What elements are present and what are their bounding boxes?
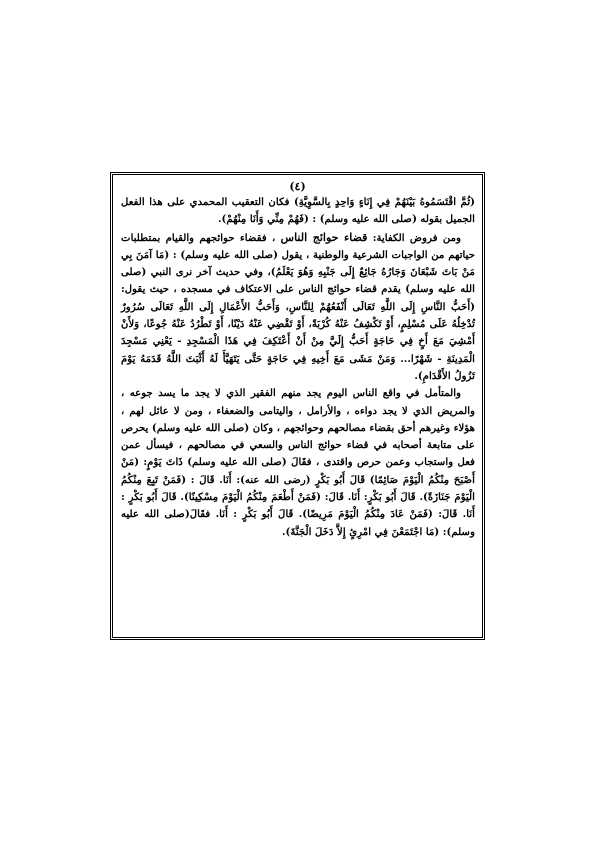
page-number: (٤) [289,180,306,193]
paragraph-1: (ثُمَّ اقْتَسَمُوهُ بَيْنَهُمْ فِي إِنَاءٍ وَاحِدٍ بِالسَّوِيَّةِ) فكان التعقيب المحمدي على هذا الفعل الجميل بقوله (صلى الله عليه وسلم) : (فَهُمْ مِنِّي وَأَنَا مِنْهُمْ). [121,196,475,226]
paragraph-2-lead: ومن فروض الكفاية: [372,231,462,244]
page-body [121,194,475,541]
page-border-frame [110,172,485,640]
highlight-needs-of-people: قضاء حوائج الناس [280,230,368,244]
paragraph-2 [121,229,475,386]
paragraph-2-text: ، فقضاء حوائجهم والقيام بمتطلبات حياتهم من الواجبات الشرعية والوطنية ، يقول (صلى الله عليه وسلم) : (مَا آمَنَ بِي مَنْ بَاتَ شَبْعَانَ وَجَارُهُ جَائِعٌ إِلَى جَنْبِهِ وَهُوَ يَعْلَمُ)، وفي حديث آخر نرى النبي (صلى الله عليه وسلم) يقدم قضاء حوائج الناس على الاعتكاف في مسجده ، حيث يقول: (أَحَبُّ النَّاسِ إِلَى اللَّهِ تَعَالَى أَنْفَعُهُمْ لِلنَّاسِ، وَأَحَبُّ الأَعْمَالِ إِلَى اللَّهِ تَعَالَى سُرُورٌ تُدْخِلُهُ عَلَى مُسْلِمٍ، أَوْ تَكْشِفُ عَنْهُ كُرْبَةً، أَوْ تَقْضِي عَنْهُ دَيْنًا، أَوْ تَطْرُدُ عَنْهُ جُوعًا، وَلأَنْ أَمْشِيَ مَعَ أَخٍ فِي حَاجَةٍ أَحَبُّ إِلَيَّ مِنْ أَنْ أَعْتَكِفَ فِي هَذَا الْمَسْجِدِ - يَعْنِي مَسْجِدَ الْمَدِينَةِ - شَهْرًا... وَمَنْ مَشَى مَعَ أَخِيهِ فِي حَاجَةٍ حَتَّى يَتَهَيَّأَ لَهُ أَثْبَتَ اللَّهُ قَدَمَهُ يَوْمَ تَزُولُ الأَقْدَامِ). [121,231,475,382]
paragraph-3: والمتأمل في واقع الناس اليوم يجد منهم الفقير الذي لا يجد ما يسد جوعه ، والمريض الذي لا يجد دواءه ، والأرامل ، واليتامى والضعفاء ، ومن لا عائل لهم ، هؤلاء وغيرهم أحق بقضاء مصالحهم وحوائجهم ، وكان (صلى الله عليه وسلم) يحرص على متابعة أصحابه في قضاء حوائج الناس والسعي في مصالحهم ، فيسأل عمن فعل واستجاب وعمن حرص واقتدى ، فقَالَ (صلى الله عليه وسلم) ذَاتَ يَوْمٍ: (مَنْ أَصْبَحَ مِنْكُمُ الْيَوْمَ صَائِمًا) قَالَ أَبُو بَكْرٍ (رضى الله عنه): أَنَا. قَالَ : (فَمَنْ تَبِعَ مِنْكُمُ الْيَوْمَ جَنَازَةً). قَالَ أَبُو بَكْرٍ: أَنَا. قَالَ: (فَمَنْ أَطْعَمَ مِنْكُمُ الْيَوْمَ مِسْكِينًا). قَالَ أَبُو بَكْرٍ : أَنَا. قَالَ: (فَمَنْ عَادَ مِنْكُمُ الْيَوْمَ مَرِيضًا). قَالَ أَبُو بَكْرٍ : أَنَا. فقَالَ(صلى الله عليه وسلم): (مَا اجْتَمَعْنَ فِي امْرِئٍ إِلاَّ دَخَلَ الْجَنَّةَ). [121,387,475,538]
